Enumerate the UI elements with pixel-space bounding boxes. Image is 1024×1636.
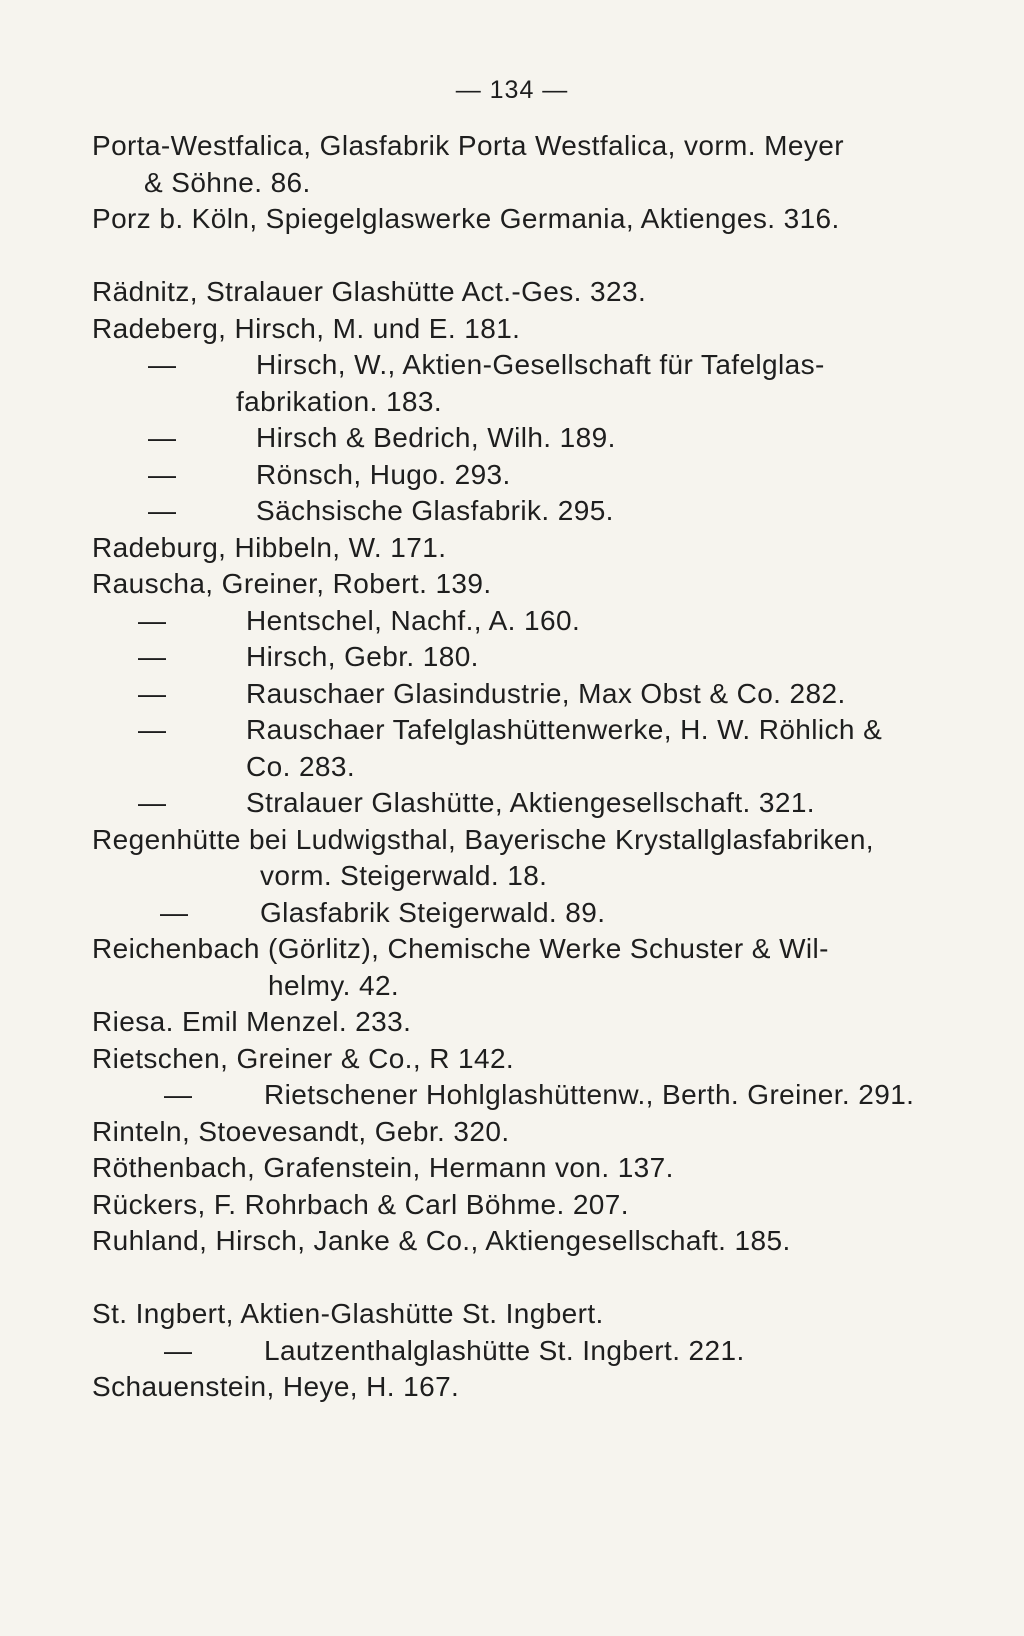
index-entry-continuation: vorm. Steigerwald. 18. [260,860,548,891]
index-entry-radeberg: Radeberg, Hirsch, M. und E. 181. [92,312,521,344]
index-subentry [92,347,972,384]
index-subentry-text: Hirsch, Gebr. 180. [246,641,479,672]
ditto-dash: — [138,604,167,636]
index-subentry [92,712,972,749]
index-subentry-text: Lautzenthalglashütte St. Ingbert. 221. [264,1334,745,1366]
index-entry-continuation: fabrikation. 183. [236,385,443,417]
index-subentry [92,603,972,640]
index-entry-continuation: helmy. 42. [268,969,400,1001]
index-entry-regenhuette: Regenhütte bei Ludwigsthal, Bayerische Krystallglasfabriken, [92,823,874,855]
index-subentry [92,493,972,530]
index-subentry [92,1077,972,1114]
page-number: — 134 — [455,76,569,104]
ditto-dash: — [138,787,167,818]
index-subentry [92,1333,972,1370]
index-subentry-text: Rauschaer Glasindustrie, Max Obst & Co. 282. [246,677,846,709]
index-entry-rinteln: Rinteln, Stoevesandt, Gebr. 320. [92,1115,510,1147]
index-subentry [92,420,972,457]
ditto-dash: — [164,1079,193,1110]
index-subentry-text: Hentschel, Nachf., A. 160. [246,604,581,636]
index-entry-schauenstein: Schauenstein, Heye, H. 167. [92,1371,460,1402]
index-entry-reichenbach: Reichenbach (Görlitz), Chemische Werke Schuster & Wil- [92,933,829,964]
section-gap [92,238,972,275]
ditto-dash: — [148,495,177,526]
index-subentry-text: Hirsch, W., Aktien-Gesellschaft für Tafelglas- [256,349,825,380]
index-subentry-text: Rietschener Hohlglashüttenw., Berth. Greiner. 291. [264,1079,915,1110]
ditto-dash: — [160,896,189,928]
index-subentry-text: Glasfabrik Steigerwald. 89. [260,896,606,928]
index-subentry [92,639,972,676]
index-entry-rueckers: Rückers, F. Rohrbach & Carl Böhme. 207. [92,1188,629,1220]
index-entry-st-ingbert: St. Ingbert, Aktien-Glashütte St. Ingbert. [92,1298,604,1329]
index-entry-raednitz: Rädnitz, Stralauer Glashütte Act.-Ges. 323. [92,276,647,307]
index-subentry-text: Hirsch & Bedrich, Wilh. 189. [256,422,616,453]
section-gap [92,1260,972,1297]
ditto-dash: — [164,1334,193,1366]
index-entry-riesa: Riesa. Emil Menzel. 233. [92,1006,412,1037]
ditto-dash: — [138,677,167,709]
index-entry-ruhland: Ruhland, Hirsch, Janke & Co., Aktiengesellschaft. 185. [92,1225,791,1256]
ditto-dash: — [148,458,177,490]
ditto-dash: — [138,714,167,745]
index-subentry [92,457,972,494]
index-entry-roethenbach: Röthenbach, Grafenstein, Hermann von. 137. [92,1152,674,1183]
index-subentry [92,676,972,713]
index-entry-porta-westfalica: Porta-Westfalica, Glasfabrik Porta Westfalica, vorm. Meyer [92,130,844,161]
index-entry-radeburg: Radeburg, Hibbeln, W. 171. [92,531,447,563]
index-entry-continuation: Co. 283. [246,750,356,782]
index-entry-rauscha: Rauscha, Greiner, Robert. 139. [92,568,492,599]
index-subentry-text: Rönsch, Hugo. 293. [256,458,511,490]
index-entry-continuation: & Söhne. 86. [144,166,311,198]
ditto-dash: — [148,349,177,380]
index-subentry-text: Sächsische Glasfabrik. 295. [256,495,614,526]
index-subentry-text: Stralauer Glashütte, Aktiengesellschaft. 321. [246,787,815,818]
index-entry-rietschen: Rietschen, Greiner & Co., R 142. [92,1042,515,1074]
index-subentry [92,785,972,822]
index-entry-porz: Porz b. Köln, Spiegelglaswerke Germania, Aktienges. 316. [92,203,840,234]
index-subentry-text: Rauschaer Tafelglashüttenwerke, H. W. Röhlich & [246,714,883,745]
ditto-dash: — [148,422,177,453]
ditto-dash: — [138,641,167,672]
index-entries [92,128,972,1406]
index-subentry [92,895,972,932]
